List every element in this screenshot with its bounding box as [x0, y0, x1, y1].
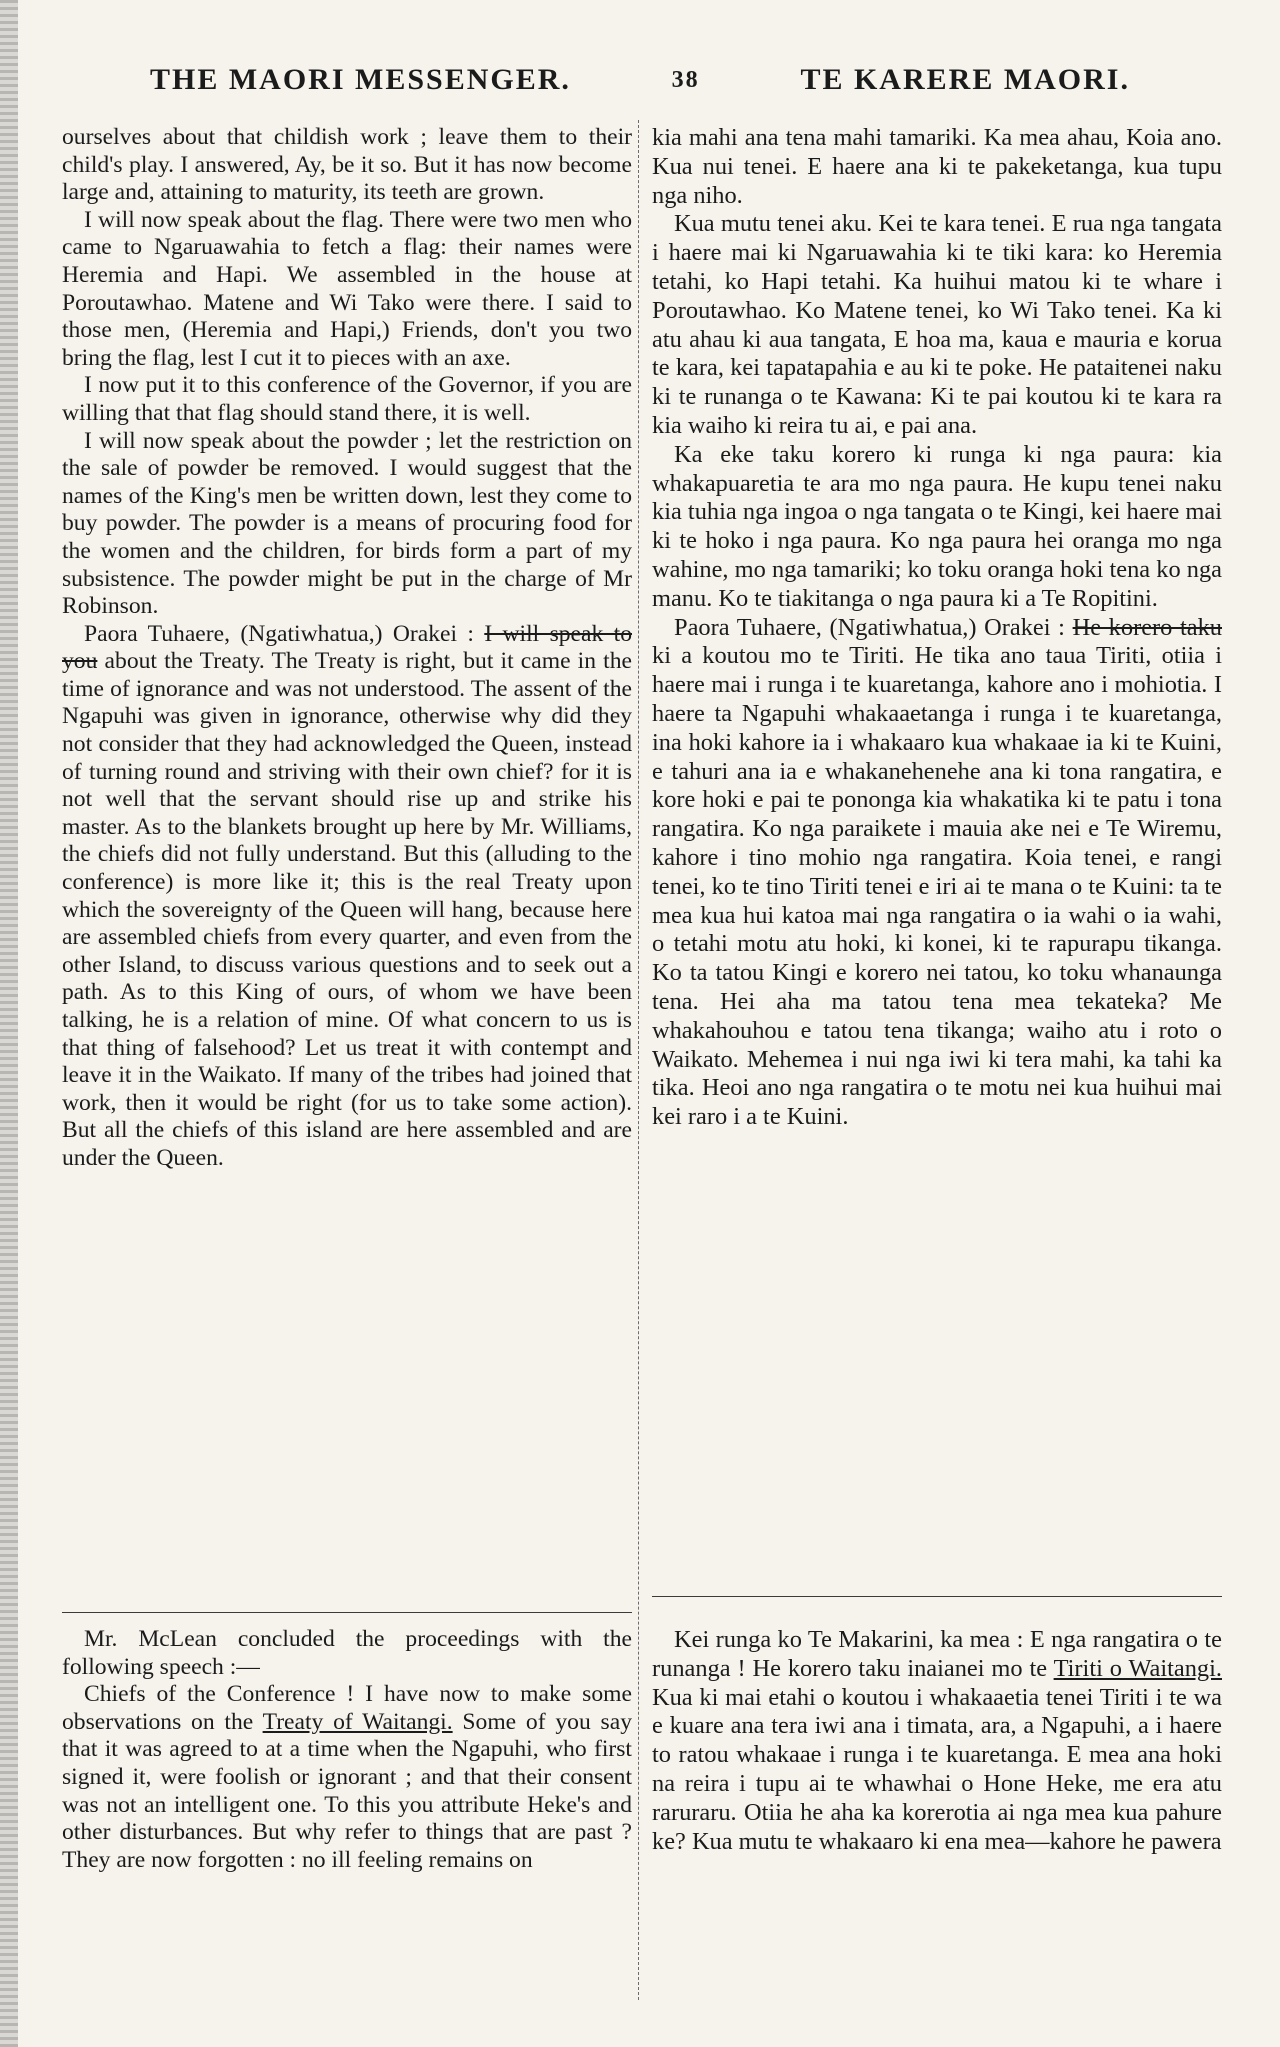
header-title-maori: TE KARERE MAORI. [800, 63, 1130, 96]
struck-text: I will speak to you [62, 620, 632, 675]
binding-edge [0, 0, 18, 2047]
speech-rest-maori: Kua ki mai etahi o koutou i whakaaetia tenei Tiriti i te wa e kuare ana tera iwi ana i timata, ara, a Ngapuhi, a i haere to ratou whakaae i runga i te kuaretanga. E mea ana hoki na reira i tupu ai te whawhai o Hone Heke, me era atu raruraru. Otiia he aha ka korerotia ai nga mea kua pahure ke? Kua mutu te whakaaro ki ena mea—kahore he pawera [652, 1683, 1222, 1855]
right-column-maori [652, 124, 1222, 1132]
speech-text: about the Treaty. The Treaty is right, but it came in the time of ignorance and was not understood. The assent of the Ngapuhi was given in ignorance, otherwise why did they not consider that they had acknowledged the Queen, instead of turning round and striving with their own chief? for it is not well that the servant should rise up and strike his master. As to the blankets brought up here by Mr. Williams, the chiefs did not fully understand. But this (alluding to the conference) is more like it; this is the real Treaty upon which the sovereignty of the Queen will hang, because here are assembled chiefs from every quarter, and even from the other Island, to discuss various questions and to seek out a path. As to this King of ours, of whom we have been talking, he is a relation of mine. Of what concern to us is that thing of falsehood? Let us treat it with contempt and leave it in the Waikato. If many of the tribes had joined that work, then it would be right (for us to take some action). But all the chiefs of this island are here assembled and are under the Queen. [62, 648, 633, 1171]
speaker-name-maori: Paora Tuhaere, (Ngatiwhatua,) Orakei : [674, 613, 1065, 641]
speaker-name: Paora Tuhaere, (Ngatiwhatua,) Orakei : [84, 620, 474, 647]
paragraph-paora-tuhaere-maori [652, 614, 1222, 1132]
column-divider [638, 120, 640, 2000]
speech-start: Chiefs of the Conference ! I have now to make some observations on the [62, 1681, 632, 1735]
struck-text-maori: He korero taku [1072, 613, 1222, 641]
mclean-speech [62, 1681, 632, 1874]
paragraph-powder: I will now speak about the powder ; let the restriction on the sale of powder be removed. I would suggest that the names of the King's men be written down, lest they come to buy powder. The powder is a means of procuring food for the women and the children, for birds form a part of my subsistence. The powder might be put in the charge of Mr Robinson. [62, 427, 632, 620]
paragraph-paora-tuhaere [62, 621, 632, 1173]
makarini-speech [652, 1626, 1222, 1856]
paragraph-paura: Ka eke taku korero ki runga ki nga paura: kia whakapuaretia te ara mo nga paura. He kupu tenei naku kia tuhia nga ingoa o nga tangata o te Kingi, kei haere mai ki te hoko i nga paura. Ko nga paura hei oranga mo nga wahine, mo nga tamariki; ko toku oranga hoki tena ko nga manu. Ko te tiakitanga o nga paura ki a Te Ropitini. [652, 440, 1222, 612]
paragraph-kara: Kua mutu tenei aku. Kei te kara tenei. E rua nga tangata i haere mai ki Ngaruawahia ki te tiki kara: ko Heremia tetahi, ko Hapi tetahi. Ka huihui matou ki te whare i Poroutawhao. Ko Matene tenei, ko Wi Tako tenei. Ka ki atu ahau ki aua tangata, E hoa ma, kaua e mauria e korua te kara, kei tapatapahia e au ki te poke. He pataitenei naku ki te runanga o te Kawana: Ki te pai koutou ki te kara ra kia waiho ki reira tu ai, e pai ana. [652, 210, 1222, 439]
paragraph-mahi-tamariki: kia mahi ana tena mahi tamariki. Ka mea ahau, Koia ano. Kua nui tenei. E haere ana ki te pakeketanga, kua tupu nga niho. [652, 124, 1222, 209]
treaty-name: Treaty of Waitangi. [262, 1708, 453, 1735]
speech-start-maori: Kei runga ko Te Makarini, ka mea : E nga rangatira o te runanga ! He korero taku inaianei mo te [652, 1626, 1222, 1682]
mclean-speech-english [62, 1626, 632, 1874]
left-column-english [62, 124, 632, 1173]
speech-text-maori: ki a koutou mo te Tiriti. He tika ano taua Tiriti, otiia i haere mai i runga i te kuaretanga, kahore ano i mohiotia. I haere ta Ngapuhi whakaaetanga i runga i te kuaretanga, ina hoki kahore ia i whakaaro kua whakaae ia ki te Kuini, e tahuri ana ia e whakanehenehe ana ki tona rangatira, e kore hoki e pai te pononga kia whakatika ki te patu i tona rangatira. Ko nga paraikete i mauia ake nei e Te Wiremu, kahore i tino mohio nga rangatira. Koia tenei, e rangi tenei, ko te tino Tiriti tenei e iri ai te mana o te Kuini: ta te mea kua hui katoa mai nga rangatira o ia wahi o ia wahi, o tetahi motu atu hoki, ki konei, ki te rapurapu tikanga. Ko ta tatou Kingi e korero nei tatou, ko toku whanaunga tena. Hei aha ma tatou tena mea tekateka? Me whakahouhou e tatou tena tikanga; waiho atu i roto o Waikato. Mehemea i nui nga iwi ki tera mahi, ka tahi ka tika. Heoi ano nga rangatira o te motu nei kua huihui mai kei raro i a te Kuini. [652, 642, 1222, 1131]
paragraph-childish-work: ourselves about that childish work ; leave them to their child's play. I answered, Ay, be it so. But it has now become large and, attaining to maturity, its teeth are grown. [62, 124, 632, 206]
mclean-speech-maori [652, 1626, 1222, 1856]
mclean-intro: Mr. McLean concluded the proceedings with the following speech :— [62, 1626, 632, 1680]
page-number: 38 [671, 66, 700, 93]
paragraph-governor: I now put it to this conference of the Governor, if you are willing that that flag should stand there, it is well. [62, 372, 632, 426]
section-rule-right [652, 1596, 1222, 1597]
paragraph-flag: I will now speak about the flag. There were two men who came to Ngaruawahia to fetch a flag: their names were Heremia and Hapi. We assembled in the house at Poroutawhao. Matene and Wi Tako were there. I said to those men, (Heremia and Hapi,) Friends, don't you two bring the flag, lest I cut it to pieces with an axe. [62, 206, 632, 371]
treaty-name-maori: Tiriti o Waitangi. [1053, 1654, 1222, 1682]
page-header [150, 60, 1130, 100]
section-rule-left [62, 1612, 632, 1613]
speech-rest: Some of you say that it was agreed to at a time when the Ngapuhi, who first signed it, were foolish or ignorant ; and that their consent was not an intelligent one. To this you attribute Heke's and other disturbances. But why refer to things that are past ? They are now forgotten : no ill feeling remains on [62, 1708, 632, 1873]
header-title-english: THE MAORI MESSENGER. [150, 63, 571, 96]
